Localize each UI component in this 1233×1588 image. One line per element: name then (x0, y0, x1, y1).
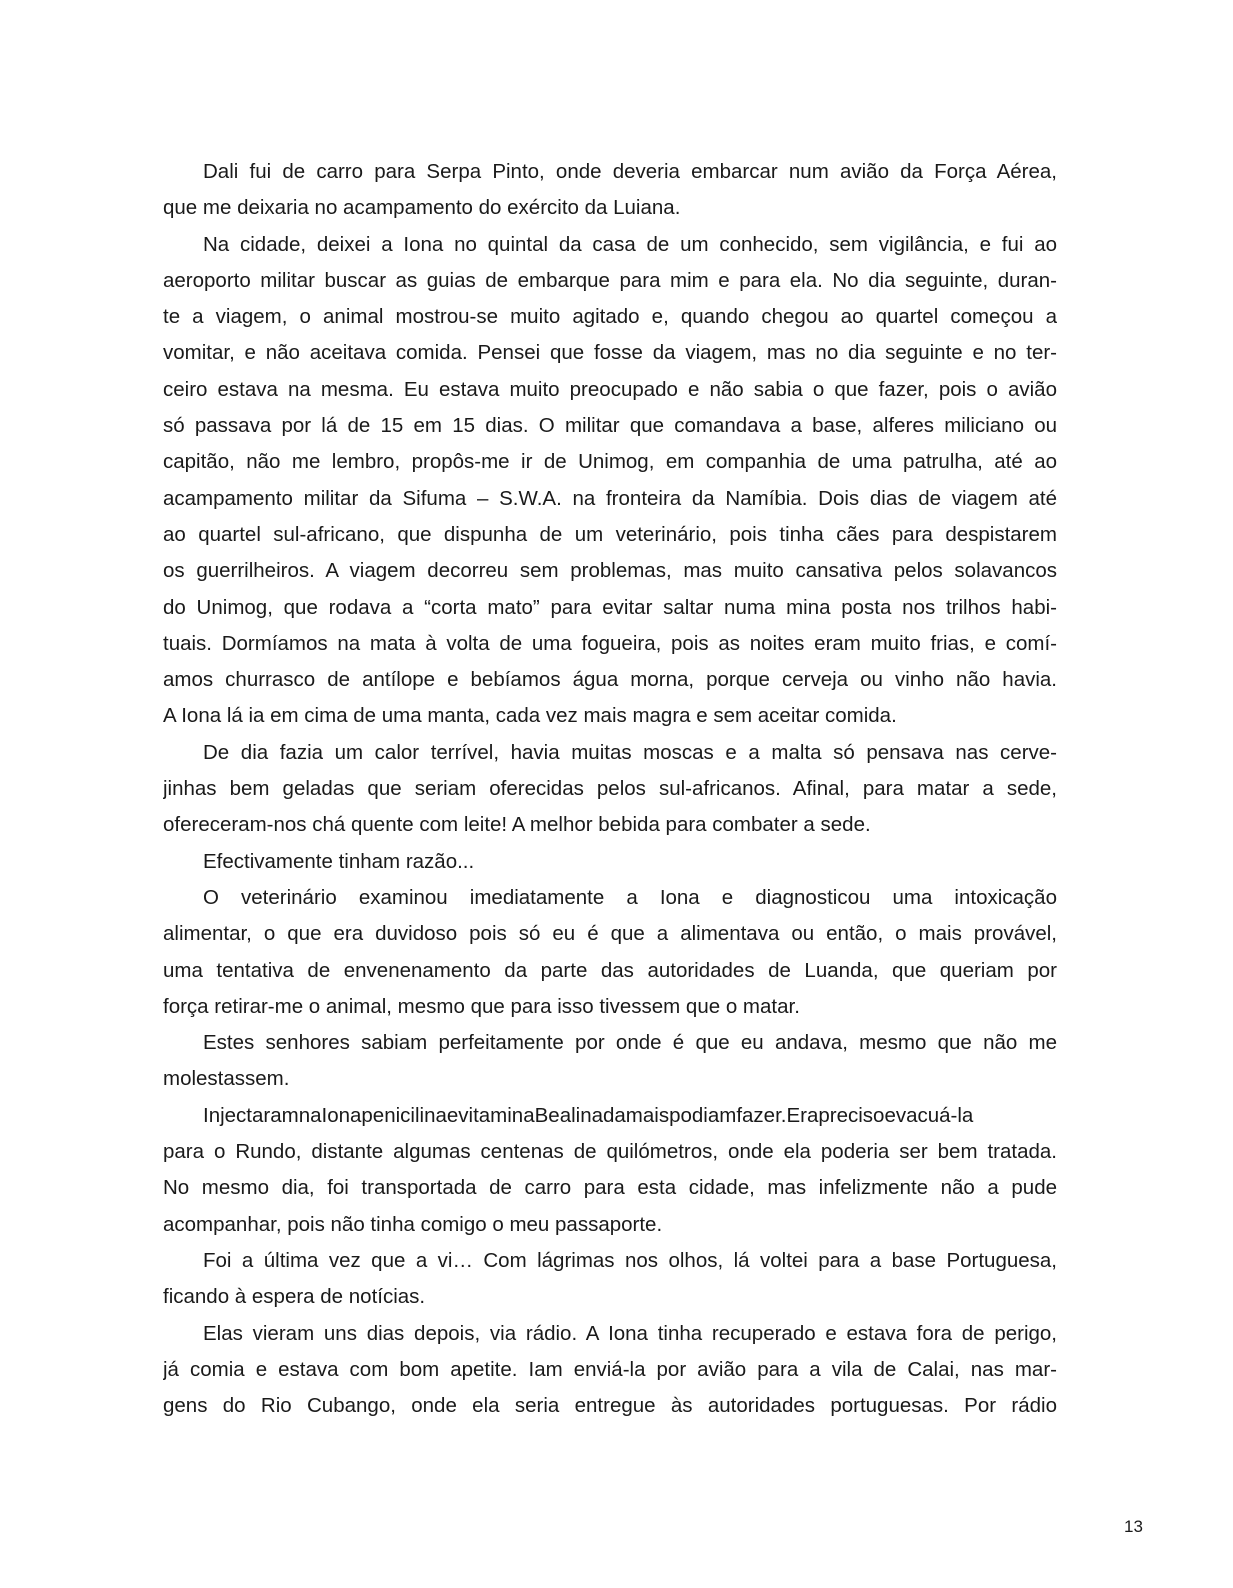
text-line: acampamento militar da Sifuma – S.W.A. na fronteira da Namíbia. Dois dias de viagem até (163, 486, 1057, 510)
text-line: para o Rundo, distante algumas centenas de quilómetros, onde ela poderia ser bem tratada. (163, 1140, 1057, 1164)
text-line: aeroporto militar buscar as guias de embarque para mim e para ela. No dia seguinte, duran- (163, 268, 1057, 292)
text-line: te a viagem, o animal mostrou-se muito agitado e, quando chegou ao quartel começou a (163, 305, 1057, 329)
text-line: ao quartel sul-africano, que dispunha de um veterinário, pois tinha cães para despistarem (163, 522, 1057, 546)
text-line: ofereceram-nos chá quente com leite! A melhor bebida para combater a sede. (163, 813, 871, 837)
text-line: tuais. Dormíamos na mata à volta de uma fogueira, pois as noites eram muito frias, e comí- (163, 631, 1057, 655)
text-line: Na cidade, deixei a Iona no quintal da casa de um conhecido, sem vigilância, e fui ao (203, 232, 1057, 256)
text-line: capitão, não me lembro, propôs-me ir de Unimog, em companhia de uma patrulha, até ao (163, 450, 1057, 474)
text-line: os guerrilheiros. A viagem decorreu sem problemas, mas muito cansativa pelos solavancos (163, 559, 1057, 583)
text-line: amos churrasco de antílope e bebíamos água morna, porque cerveja ou vinho não havia. (163, 668, 1057, 692)
text-line: Foi a última vez que a vi… Com lágrimas nos olhos, lá voltei para a base Portuguesa, (203, 1248, 1057, 1272)
text-line: InjectaramnaIonapenicilinaevitaminaBealinadamaispodiamfazer.Eraprecisoevacuá-la (203, 1103, 974, 1127)
text-line: No mesmo dia, foi transportada de carro para esta cidade, mas infelizmente não a pude (163, 1176, 1057, 1200)
text-line: jinhas bem geladas que seriam oferecidas pelos sul-africanos. Afinal, para matar a sede, (163, 777, 1057, 801)
text-line: vomitar, e não aceitava comida. Pensei que fosse da viagem, mas no dia seguinte e no ter- (163, 341, 1057, 365)
text-line: A Iona lá ia em cima de uma manta, cada vez mais magra e sem aceitar comida. (163, 704, 897, 728)
page-number: 13 (1124, 1517, 1143, 1536)
text-line: ficando à espera de notícias. (163, 1285, 426, 1309)
page-body (163, 154, 1057, 1424)
text-line: molestassem. (163, 1067, 290, 1091)
text-line: Estes senhores sabiam perfeitamente por onde é que eu andava, mesmo que não me (203, 1031, 1057, 1055)
text-line: força retirar-me o animal, mesmo que para isso tivessem que o matar. (163, 994, 800, 1018)
text-line: já comia e estava com bom apetite. Iam enviá-la por avião para a vila de Calai, nas mar- (163, 1357, 1057, 1381)
text-line: que me deixaria no acampamento do exército da Luiana. (163, 196, 681, 220)
text-line: alimentar, o que era duvidoso pois só eu é que a alimentava ou então, o mais provável, (163, 922, 1057, 946)
text-line: Dali fui de carro para Serpa Pinto, onde deveria embarcar num avião da Força Aérea, (203, 160, 1057, 183)
text-line: acompanhar, pois não tinha comigo o meu passaporte. (163, 1212, 663, 1236)
text-line: Elas vieram uns dias depois, via rádio. A Iona tinha recuperado e estava fora de perigo, (203, 1321, 1057, 1345)
text-line: De dia fazia um calor terrível, havia muitas moscas e a malta só pensava nas cerve- (203, 740, 1057, 764)
text-line: gens do Rio Cubango, onde ela seria entregue às autoridades portuguesas. Por rádio (163, 1394, 1057, 1418)
text-line: do Unimog, que rodava a “corta mato” para evitar saltar numa mina posta nos trilhos habi- (163, 595, 1057, 619)
text-line: O veterinário examinou imediatamente a Iona e diagnosticou uma intoxicação (203, 885, 1057, 909)
text-line: Efectivamente tinham razão... (203, 849, 475, 873)
text-line: uma tentativa de envenenamento da parte das autoridades de Luanda, que queriam por (163, 958, 1057, 982)
text-line: ceiro estava na mesma. Eu estava muito preocupado e não sabia o que fazer, pois o avião (163, 377, 1057, 401)
text-line: só passava por lá de 15 em 15 dias. O militar que comandava a base, alferes miliciano ou (163, 414, 1057, 438)
